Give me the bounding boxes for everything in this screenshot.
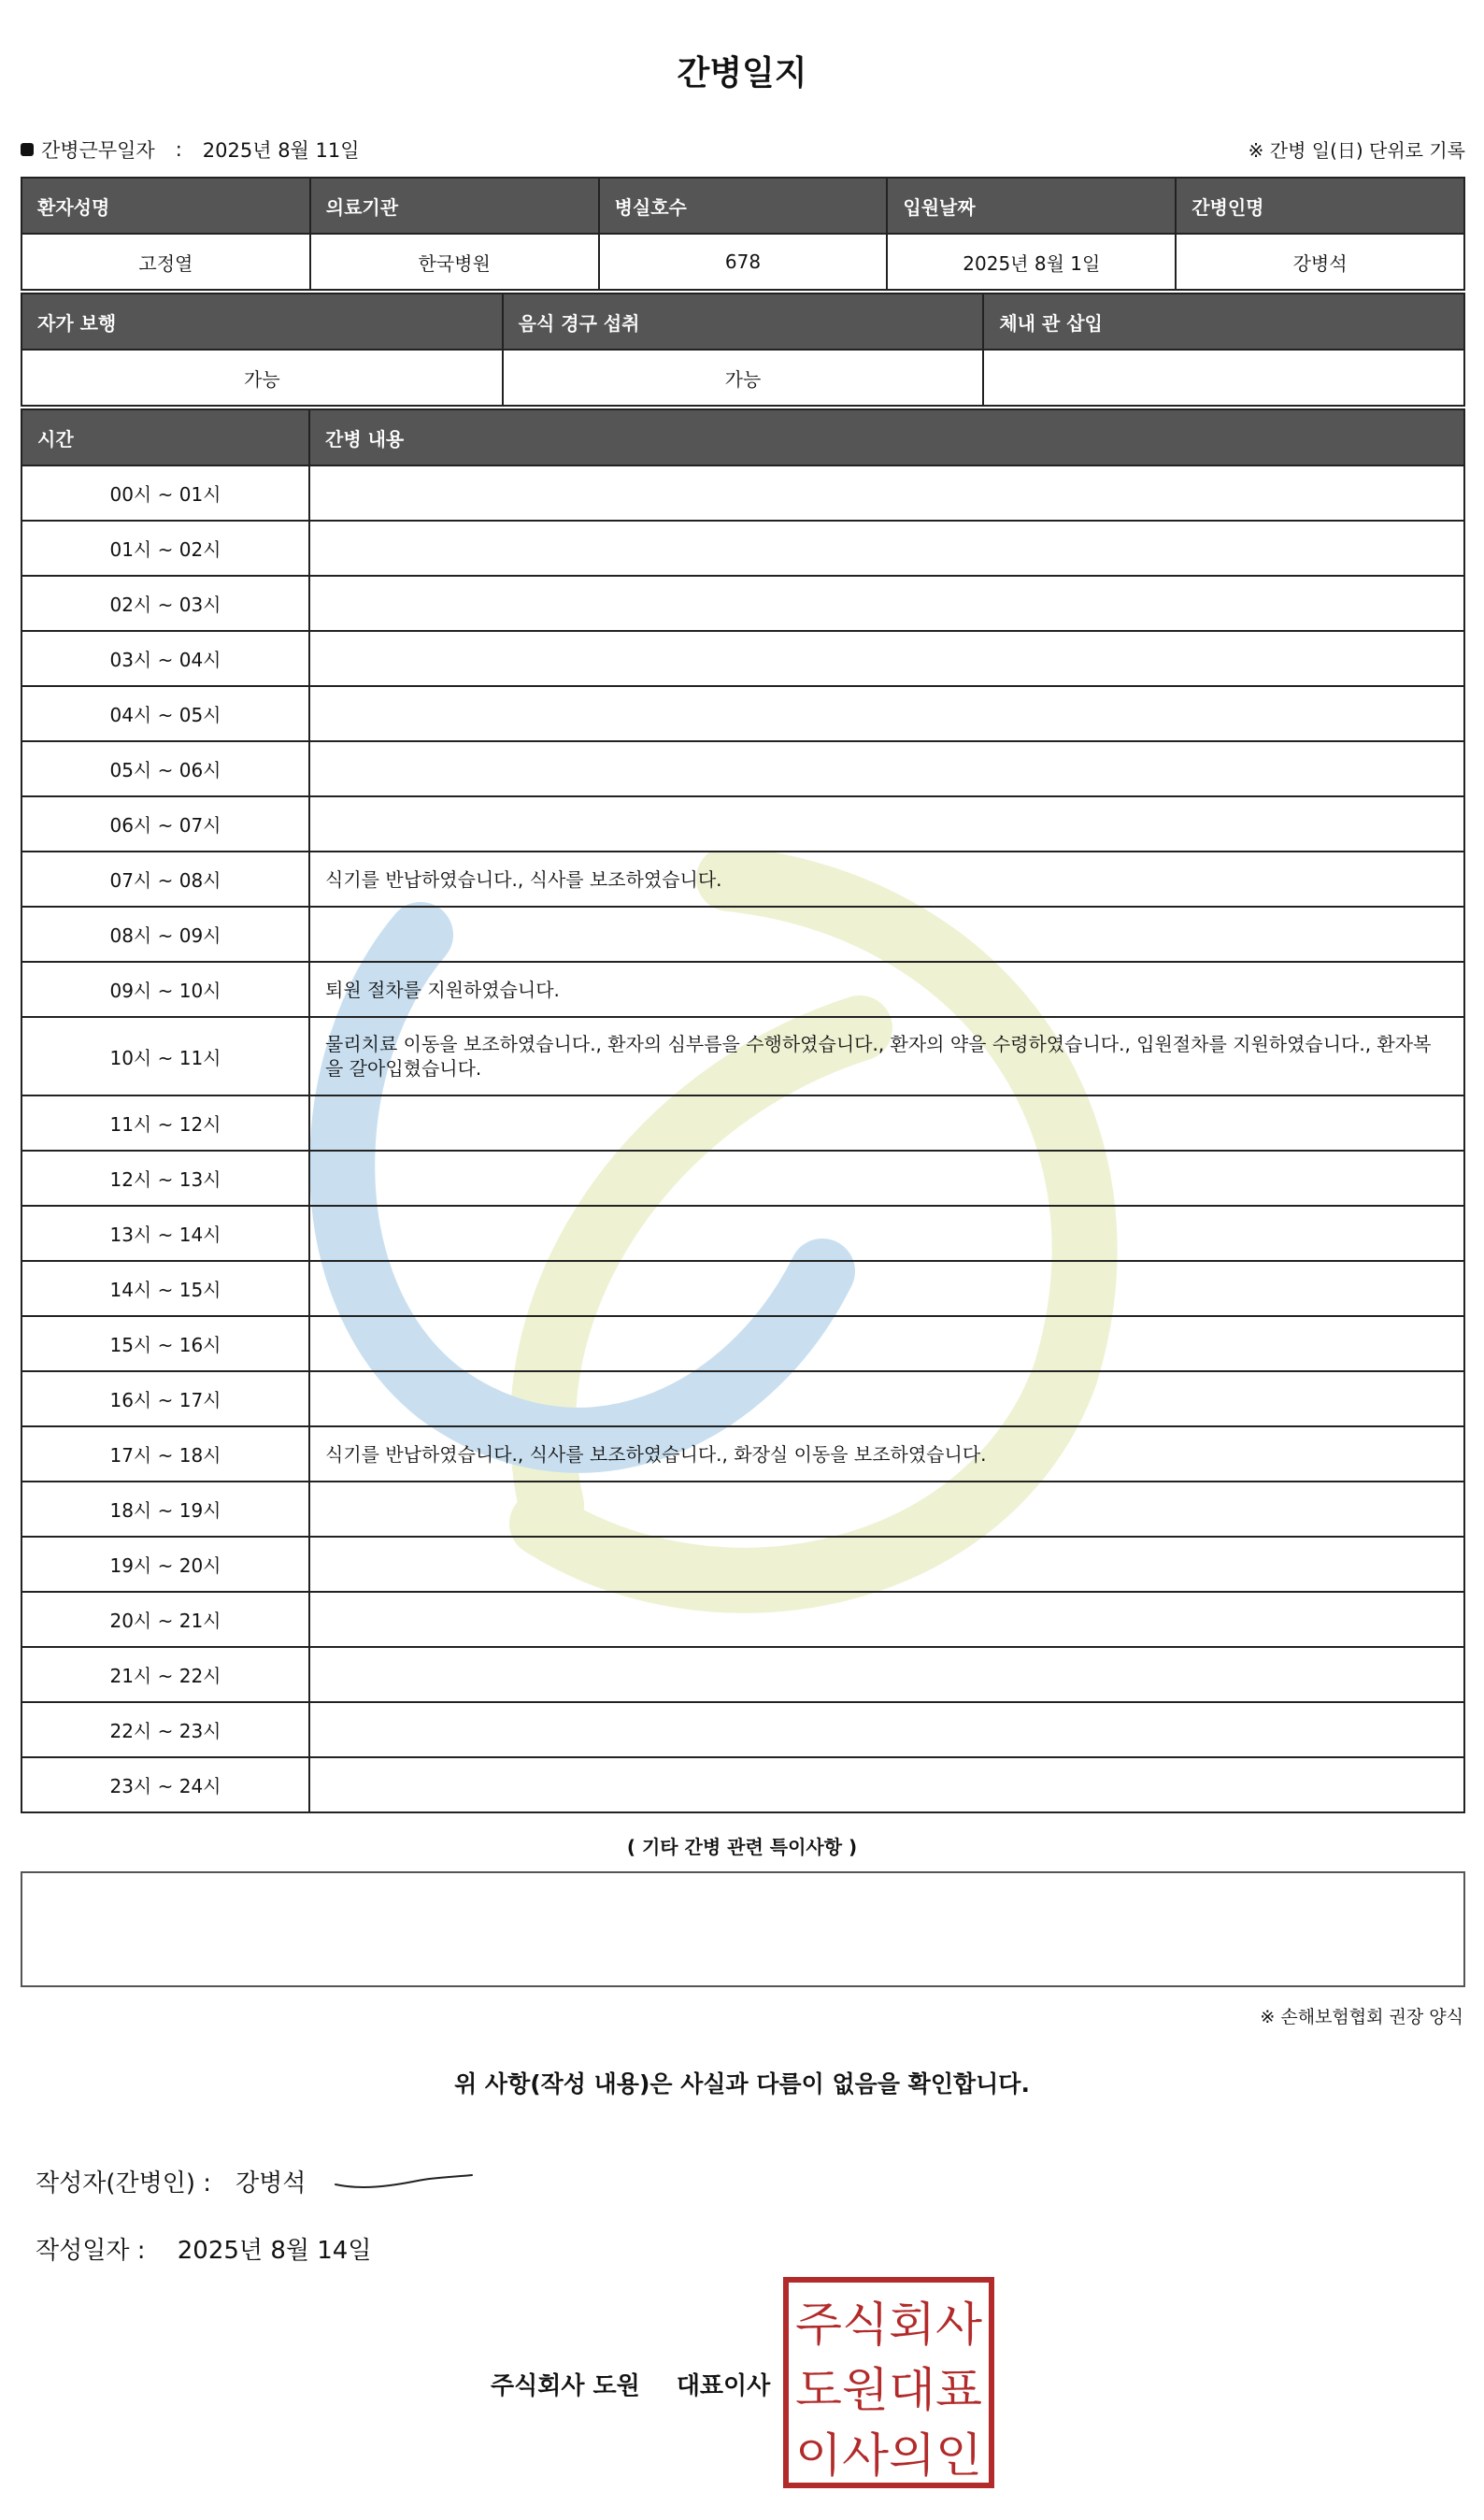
care-content-cell [309, 1261, 1464, 1316]
table-row [21, 1371, 1464, 1426]
header-hospital: 의료기관 [310, 178, 599, 234]
time-cell: 13시 ~ 14시 [21, 1206, 309, 1261]
care-content-cell [309, 796, 1464, 852]
table-row [21, 796, 1464, 852]
care-content-cell: 퇴원 절차를 지원하였습니다. [309, 962, 1464, 1017]
table-row [21, 576, 1464, 631]
time-cell: 01시 ~ 02시 [21, 521, 309, 576]
header-time: 시간 [21, 409, 309, 465]
table-row [21, 1017, 1464, 1095]
care-content-cell [309, 631, 1464, 686]
oral-intake-value: 가능 [503, 350, 984, 406]
header-patient-name: 환자성명 [21, 178, 310, 234]
care-content-cell [309, 741, 1464, 796]
care-content-cell [309, 521, 1464, 576]
care-log-table [21, 408, 1465, 1813]
care-content-cell [309, 1316, 1464, 1371]
recommend-note: ※ 손해보험협회 권장 양식 [1260, 2007, 1463, 2027]
time-cell: 00시 ~ 01시 [21, 465, 309, 521]
care-content-cell [309, 1647, 1464, 1702]
header-caregiver: 간병인명 [1176, 178, 1464, 234]
care-content-cell [309, 1095, 1464, 1151]
time-cell: 10시 ~ 11시 [21, 1017, 309, 1095]
time-cell: 12시 ~ 13시 [21, 1151, 309, 1206]
table-row [21, 1537, 1464, 1592]
page-title: 간병일지 [677, 54, 807, 93]
time-cell: 14시 ~ 15시 [21, 1261, 309, 1316]
ceo-title: 대표이사 [676, 2372, 771, 2400]
care-content-cell: 물리치료 이동을 보조하였습니다., 환자의 심부름을 수행하였습니다., 환자의 약을 수령하였습니다., 입원절차를 지원하였습니다., 환자복을 갈아입혔습니다. [309, 1017, 1464, 1095]
admission-date: 2025년 8월 1일 [887, 234, 1176, 290]
table-row [21, 1757, 1464, 1812]
writer-name: 강병석 [235, 2169, 307, 2198]
table-row [21, 1592, 1464, 1647]
time-cell: 09시 ~ 10시 [21, 962, 309, 1017]
time-cell: 15시 ~ 16시 [21, 1316, 309, 1371]
care-content-cell [309, 1371, 1464, 1426]
care-content-cell [309, 1206, 1464, 1261]
header-room: 병실호수 [599, 178, 888, 234]
table-row [21, 907, 1464, 962]
table-row [21, 1426, 1464, 1482]
other-notes-label: ( 기타 간병 관련 특이사항 ) [626, 1836, 858, 1858]
care-content-cell: 식기를 반납하였습니다., 식사를 보조하였습니다. [309, 852, 1464, 907]
table-row [21, 852, 1464, 907]
confirmation-statement: 위 사항(작성 내용)은 사실과 다름이 없음을 확인합니다. [454, 2070, 1030, 2098]
time-cell: 18시 ~ 19시 [21, 1482, 309, 1537]
care-content-cell [309, 1702, 1464, 1757]
care-content-cell [309, 686, 1464, 741]
care-content-cell [309, 465, 1464, 521]
caregiver-name: 강병석 [1176, 234, 1464, 290]
time-cell: 06시 ~ 07시 [21, 796, 309, 852]
header-tube: 체내 관 삽입 [983, 294, 1464, 350]
table-row [21, 1206, 1464, 1261]
time-cell: 22시 ~ 23시 [21, 1702, 309, 1757]
company-seal [783, 2277, 994, 2488]
colon-separator: : [175, 138, 182, 161]
time-cell: 08시 ~ 09시 [21, 907, 309, 962]
work-date-label: 간병근무일자 [41, 139, 155, 162]
table-row [21, 1647, 1464, 1702]
care-content-cell [309, 576, 1464, 631]
table-row [21, 1261, 1464, 1316]
writer-label: 작성자(간병인) : [36, 2169, 212, 2198]
table-row [21, 465, 1464, 521]
table-row [21, 1482, 1464, 1537]
walking-value: 가능 [21, 350, 503, 406]
table-row [21, 962, 1464, 1017]
table-row [21, 631, 1464, 686]
care-content-cell [309, 1757, 1464, 1812]
header-care-content: 간병 내용 [309, 409, 1464, 465]
time-cell: 05시 ~ 06시 [21, 741, 309, 796]
table-row [21, 1151, 1464, 1206]
time-cell: 17시 ~ 18시 [21, 1426, 309, 1482]
seal-text: 이사의인 [795, 2428, 982, 2483]
tube-value [983, 350, 1464, 406]
time-cell: 04시 ~ 05시 [21, 686, 309, 741]
time-cell: 20시 ~ 21시 [21, 1592, 309, 1647]
patient-name: 고정열 [21, 234, 310, 290]
bullet-square-icon [21, 143, 34, 156]
care-content-cell [309, 907, 1464, 962]
hospital: 한국병원 [310, 234, 599, 290]
time-cell: 23시 ~ 24시 [21, 1757, 309, 1812]
room-number: 678 [599, 234, 888, 290]
time-cell: 03시 ~ 04시 [21, 631, 309, 686]
patient-info-table [21, 177, 1465, 291]
table-row [21, 686, 1464, 741]
time-cell: 07시 ~ 08시 [21, 852, 309, 907]
company-name: 주식회사 도원 [491, 2372, 640, 2400]
table-row [21, 741, 1464, 796]
care-content-cell: 식기를 반납하였습니다., 식사를 보조하였습니다., 화장실 이동을 보조하였습니다. [309, 1426, 1464, 1482]
time-cell: 11시 ~ 12시 [21, 1095, 309, 1151]
header-walking: 자가 보행 [21, 294, 503, 350]
other-notes-box [21, 1871, 1465, 1987]
table-row [21, 521, 1464, 576]
signature [334, 2171, 474, 2192]
date-value: 2025년 8월 14일 [177, 2237, 372, 2265]
ability-table [21, 293, 1465, 407]
seal-text: 주식회사 [795, 2298, 983, 2352]
header-admission-date: 입원날짜 [887, 178, 1176, 234]
time-cell: 21시 ~ 22시 [21, 1647, 309, 1702]
record-note: ※ 간병 일(日) 단위로 기록 [1248, 139, 1465, 162]
table-row [21, 1316, 1464, 1371]
date-label: 작성일자 : [36, 2237, 146, 2265]
time-cell: 19시 ~ 20시 [21, 1537, 309, 1592]
table-row [21, 1702, 1464, 1757]
time-cell: 02시 ~ 03시 [21, 576, 309, 631]
care-content-cell [309, 1482, 1464, 1537]
header-oral-intake: 음식 경구 섭취 [503, 294, 984, 350]
care-content-cell [309, 1151, 1464, 1206]
care-content-cell [309, 1592, 1464, 1647]
care-content-cell [309, 1537, 1464, 1592]
table-row [21, 1095, 1464, 1151]
seal-text: 도원대표 [795, 2363, 982, 2417]
time-cell: 16시 ~ 17시 [21, 1371, 309, 1426]
work-date: 2025년 8월 11일 [202, 139, 360, 162]
